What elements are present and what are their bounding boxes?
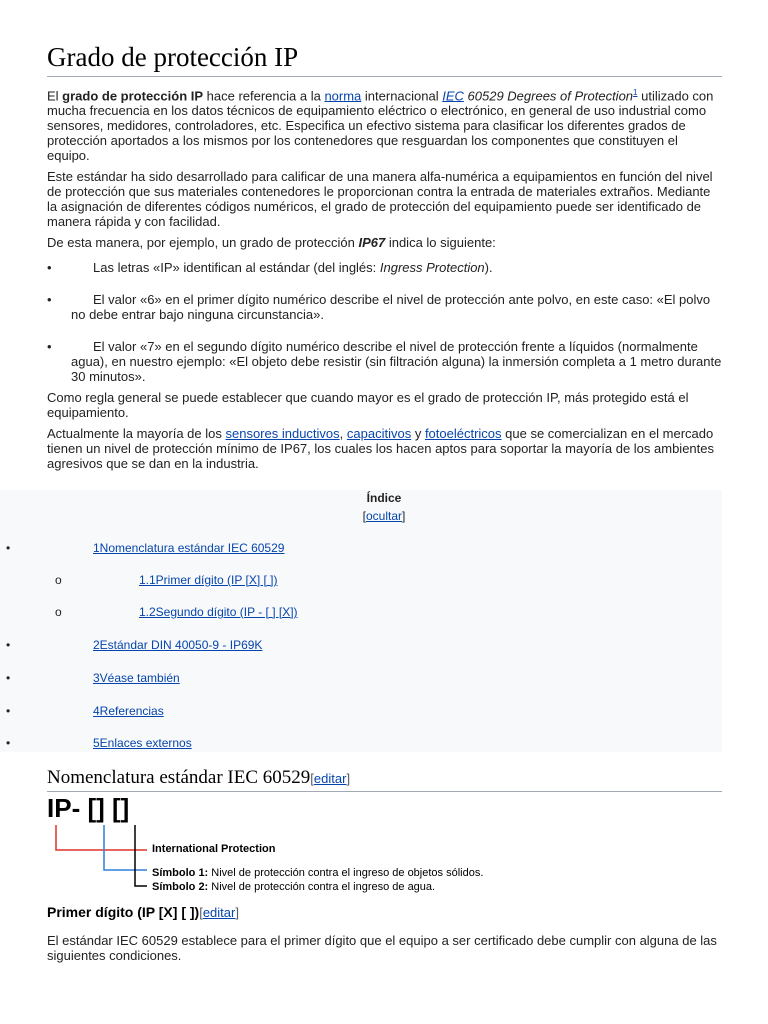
toc-link-referencias[interactable]: 4Referencias [93, 704, 164, 718]
text: que se comercializan en el mercado tienen un nivel de protección mínimo de IP67, los cuales los hacen aptos para soportar la mayoría de los ambientes agresivos que se dan en la industria. [47, 426, 714, 472]
bracket: [ [362, 509, 366, 523]
circle-bullet-icon: o [55, 573, 62, 587]
text: Las letras «IP» identifican al estándar (del inglés: [93, 260, 380, 276]
symbol-2-text: Nivel de protección contra el ingreso de agua. [208, 881, 436, 893]
toc-item-3 [0, 671, 768, 685]
intro-paragraph-3 [47, 235, 722, 250]
italic-term: 60529 Degrees of Protection [463, 88, 634, 104]
toc-link-din[interactable]: 2Estándar DIN 40050-9 - IP69K [93, 638, 263, 652]
list-item [47, 292, 722, 322]
heading-text: Primer dígito (IP [X] [ ]) [47, 904, 200, 920]
bullet-icon: • [47, 292, 52, 308]
page-title: Grado de protección IP [47, 0, 722, 77]
bracket: ] [235, 905, 239, 920]
list-item [47, 339, 722, 384]
italic-term: Ingress Protection [379, 260, 485, 276]
black-connector-line [135, 825, 147, 886]
bullet-icon: • [6, 704, 11, 718]
toc-item-1-1 [0, 573, 768, 587]
intro-paragraph-1 [47, 85, 722, 163]
text: El [47, 88, 63, 104]
toc-item-2 [0, 638, 768, 652]
link-sensores-inductivos[interactable]: sensores inductivos [225, 426, 340, 442]
link-norma[interactable]: norma [324, 88, 362, 104]
paragraph-general-rule: Como regla general se puede establecer que cuando mayor es el grado de protección IP, más protegido está el equipamiento. [47, 390, 689, 421]
link-iec[interactable]: IEC [442, 88, 464, 104]
toc-link-primer-digito[interactable]: 1.1Primer dígito (IP [X] [ ]) [139, 573, 278, 587]
text: El valor «7» en el segundo dígito numérico describe el nivel de protección frente a líquidos (normalmente agua), en nuestro ejemplo: «El objeto debe resistir (sin filtración alguna) la inmersión completa a 1 metro durante 30 minutos». [71, 339, 722, 385]
intro-paragraph-2: Este estándar ha sido desarrollado para calificar de una manera alfa-numérica a equipamientos en función del nivel de protección que sus materiales contenedores le proporcionan contra la entrada de materiales extraños. Mediante la asignación de diferentes códigos numéricos, el grado de protección del equipamiento puede ser identificado de manera rápida y con facilidad. [47, 169, 713, 230]
bracket: ] [346, 771, 351, 786]
symbol-1-text: Nivel de protección contra el ingreso de objetos sólidos. [208, 867, 484, 879]
symbol-2-label: Símbolo 2: [152, 881, 209, 893]
toc-item-5 [0, 736, 768, 750]
text: internacional [361, 88, 443, 104]
text: Actualmente la mayoría de los [47, 426, 226, 442]
reference-link-1[interactable]: 1 [633, 88, 638, 97]
text: ). [484, 260, 493, 276]
label-international-protection: International Protection [152, 843, 276, 855]
ip67-list [47, 260, 722, 384]
edit-link[interactable]: editar [313, 771, 347, 786]
toc-link-segundo-digito[interactable]: 1.2Segundo dígito (IP - [ ] [X]) [139, 605, 298, 619]
section-heading-primer-digito [47, 904, 239, 920]
paragraph-primer-digito: El estándar IEC 60529 establece para el primer dígito que el equipo a ser certificado debe cumplir con alguna de las siguientes condiciones. [47, 933, 717, 963]
bracket: [ [199, 905, 203, 920]
bold-term: IP67 [358, 235, 386, 251]
section-heading-nomenclatura [47, 767, 722, 792]
toc-item-1-2 [0, 605, 768, 619]
text: y [411, 426, 425, 442]
bullet-icon: • [47, 260, 52, 276]
link-fotoelectricos[interactable]: fotoeléctricos [424, 426, 502, 442]
toc-link-nomenclatura[interactable]: 1Nomenclatura estándar IEC 60529 [93, 541, 285, 555]
text: De esta manera, por ejemplo, un grado de protección [47, 235, 359, 251]
paragraph-sensors [47, 426, 722, 471]
edit-link[interactable]: editar [202, 905, 236, 920]
text: hace referencia a la [203, 88, 325, 104]
circle-bullet-icon: o [55, 605, 62, 619]
symbol-1-label: Símbolo 1: [152, 867, 209, 879]
bullet-icon: • [47, 339, 52, 355]
bullet-icon: • [6, 736, 11, 750]
toc-title: Índice [366, 491, 402, 505]
article-body [47, 0, 722, 471]
edit-section [310, 771, 350, 786]
text: utilizado con mucha frecuencia en los datos técnicos de equipamiento eléctrico o electrónico, en general de uso industrial como sensores, medidores, controladores, etc. Especifica un efectivo sistema para clasificar los diferentes grados de protección aportados a los mismos por los contenedores que resguardan los componentes que constituyen el equipo. [47, 88, 714, 164]
toc-toggle [0, 509, 768, 523]
bracket: [ [310, 771, 314, 786]
ip-nomenclature-diagram [47, 795, 547, 895]
toc-link-enlaces[interactable]: 5Enlaces externos [93, 736, 192, 750]
bullet-icon: • [6, 638, 11, 652]
red-connector-line [56, 825, 147, 850]
toc-link-vease[interactable]: 3Véase también [93, 671, 180, 685]
bold-term: grado de protección IP [62, 88, 204, 104]
text: , [339, 426, 347, 442]
toc-item-1 [0, 541, 768, 555]
bracket: ] [402, 509, 406, 523]
text: El valor «6» en el primer dígito numérico describe el nivel de protección ante polvo, en este caso: «El polvo no debe entrar bajo ninguna circunstancia». [71, 292, 711, 323]
link-capacitivos[interactable]: capacitivos [346, 426, 412, 442]
toc-hide-link[interactable]: ocultar [365, 509, 403, 523]
bullet-icon: • [6, 671, 11, 685]
label-simbolo-2 [152, 881, 435, 893]
toc-item-4 [0, 704, 768, 718]
ip-code: IP- [] [] [47, 795, 130, 823]
heading-text: Nomenclatura estándar IEC 60529 [47, 767, 311, 788]
list-item [47, 260, 722, 275]
edit-section [199, 905, 239, 920]
bullet-icon: • [6, 541, 11, 555]
blue-connector-line [104, 825, 147, 870]
text: indica lo siguiente: [385, 235, 496, 251]
label-simbolo-1 [152, 867, 483, 879]
